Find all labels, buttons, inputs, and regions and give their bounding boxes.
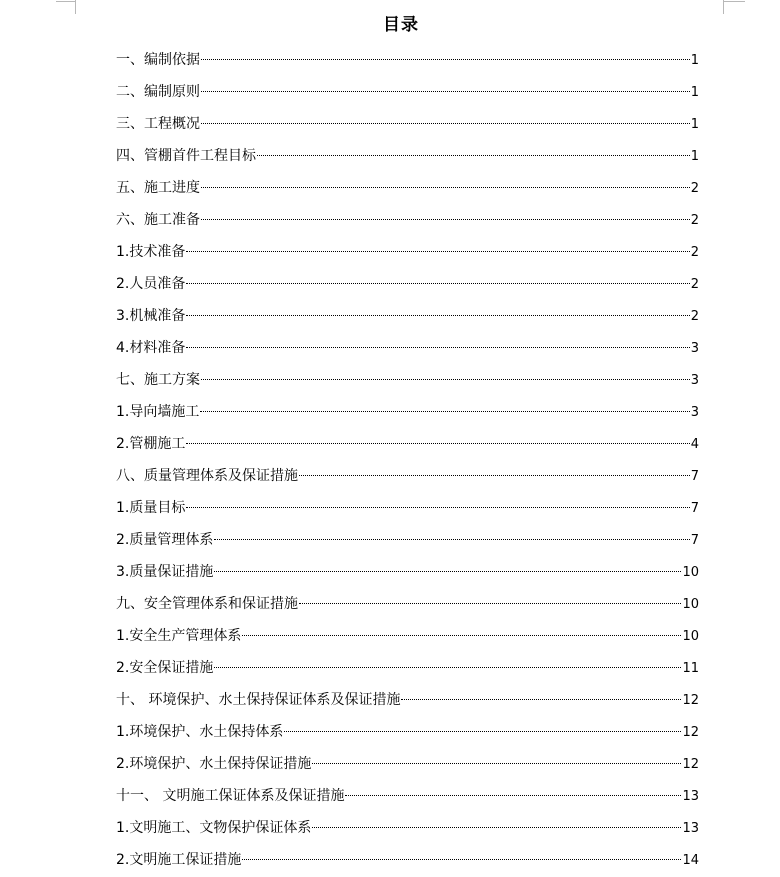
table-of-contents bbox=[116, 44, 699, 876]
toc-entry-label: 2.质量管理体系 bbox=[116, 532, 214, 548]
toc-entry-page-number: 11 bbox=[682, 661, 699, 676]
toc-entry-page-number: 3 bbox=[690, 373, 699, 388]
toc-entry-label: 3.质量保证措施 bbox=[116, 564, 214, 580]
toc-entry-page-number: 1 bbox=[690, 117, 699, 132]
toc-entry[interactable] bbox=[116, 108, 699, 140]
toc-entry-page-number: 10 bbox=[682, 565, 699, 580]
toc-entry-page-number: 4 bbox=[690, 437, 699, 452]
toc-dot-leader bbox=[284, 731, 681, 732]
toc-dot-leader bbox=[299, 475, 690, 476]
toc-entry-page-number: 14 bbox=[682, 853, 699, 868]
toc-entry-label: 1.环境保护、水土保持体系 bbox=[116, 724, 284, 740]
toc-entry-page-number: 7 bbox=[690, 533, 699, 548]
toc-dot-leader bbox=[201, 59, 690, 60]
toc-dot-leader bbox=[200, 411, 689, 412]
toc-entry-label: 十、 环境保护、水土保持保证体系及保证措施 bbox=[116, 692, 401, 708]
toc-entry-label: 2.环境保护、水土保持保证措施 bbox=[116, 756, 312, 772]
toc-entry-label: 2.安全保证措施 bbox=[116, 660, 214, 676]
toc-entry[interactable] bbox=[116, 524, 699, 556]
toc-entry[interactable] bbox=[116, 492, 699, 524]
toc-entry[interactable] bbox=[116, 780, 699, 812]
toc-entry-label: 1.技术准备 bbox=[116, 244, 186, 260]
toc-dot-leader bbox=[201, 219, 690, 220]
toc-title: 目录 bbox=[383, 15, 419, 35]
toc-entry[interactable] bbox=[116, 844, 699, 876]
toc-entry-page-number: 3 bbox=[690, 341, 699, 356]
toc-entry-page-number: 2 bbox=[690, 309, 699, 324]
crop-mark-top-left bbox=[56, 1, 76, 2]
toc-entry-page-number: 3 bbox=[690, 405, 699, 420]
toc-entry[interactable] bbox=[116, 620, 699, 652]
toc-dot-leader bbox=[345, 795, 681, 796]
toc-entry-label: 2.文明施工保证措施 bbox=[116, 852, 242, 868]
toc-entry-label: 一、编制依据 bbox=[116, 52, 200, 68]
toc-entry[interactable] bbox=[116, 364, 699, 396]
toc-entry-label: 2.管棚施工 bbox=[116, 436, 186, 452]
toc-entry[interactable] bbox=[116, 748, 699, 780]
toc-entry[interactable] bbox=[116, 204, 699, 236]
toc-dot-leader bbox=[214, 571, 681, 572]
toc-entry-page-number: 12 bbox=[682, 757, 699, 772]
toc-entry[interactable] bbox=[116, 460, 699, 492]
toc-dot-leader bbox=[201, 187, 690, 188]
toc-entry[interactable] bbox=[116, 76, 699, 108]
toc-entry-page-number: 7 bbox=[690, 469, 699, 484]
toc-entry-page-number: 1 bbox=[690, 53, 699, 68]
toc-dot-leader bbox=[257, 155, 690, 156]
toc-dot-leader bbox=[186, 507, 689, 508]
toc-entry-label: 二、编制原则 bbox=[116, 84, 200, 100]
toc-entry-page-number: 2 bbox=[690, 277, 699, 292]
toc-dot-leader bbox=[242, 635, 681, 636]
toc-entry-label: 四、管棚首件工程目标 bbox=[116, 148, 256, 164]
toc-entry-label: 九、安全管理体系和保证措施 bbox=[116, 596, 298, 612]
toc-entry-page-number: 7 bbox=[690, 501, 699, 516]
toc-entry-label: 1.导向墙施工 bbox=[116, 404, 200, 420]
toc-entry-page-number: 13 bbox=[682, 821, 699, 836]
toc-dot-leader bbox=[186, 283, 689, 284]
toc-entry[interactable] bbox=[116, 396, 699, 428]
crop-mark-top-right bbox=[723, 1, 745, 2]
toc-entry[interactable] bbox=[116, 588, 699, 620]
toc-entry[interactable] bbox=[116, 684, 699, 716]
toc-entry-page-number: 12 bbox=[682, 725, 699, 740]
toc-entry-label: 3.机械准备 bbox=[116, 308, 186, 324]
toc-entry[interactable] bbox=[116, 332, 699, 364]
toc-entry-page-number: 10 bbox=[682, 597, 699, 612]
toc-entry-page-number: 12 bbox=[682, 693, 699, 708]
toc-dot-leader bbox=[186, 347, 689, 348]
toc-entry-label: 1.文明施工、文物保护保证体系 bbox=[116, 820, 312, 836]
toc-entry-page-number: 2 bbox=[690, 213, 699, 228]
toc-entry[interactable] bbox=[116, 716, 699, 748]
toc-entry-page-number: 1 bbox=[690, 149, 699, 164]
toc-entry-page-number: 10 bbox=[682, 629, 699, 644]
toc-dot-leader bbox=[186, 443, 689, 444]
toc-entry[interactable] bbox=[116, 428, 699, 460]
toc-entry-label: 十一、 文明施工保证体系及保证措施 bbox=[116, 788, 345, 804]
toc-entry[interactable] bbox=[116, 268, 699, 300]
toc-dot-leader bbox=[312, 827, 681, 828]
toc-entry-page-number: 13 bbox=[682, 789, 699, 804]
toc-entry-page-number: 1 bbox=[690, 85, 699, 100]
toc-dot-leader bbox=[401, 699, 681, 700]
toc-entry-page-number: 2 bbox=[690, 181, 699, 196]
toc-entry-label: 六、施工准备 bbox=[116, 212, 200, 228]
toc-entry-label: 八、质量管理体系及保证措施 bbox=[116, 468, 298, 484]
toc-entry[interactable] bbox=[116, 300, 699, 332]
toc-dot-leader bbox=[201, 91, 690, 92]
toc-entry-label: 1.质量目标 bbox=[116, 500, 186, 516]
toc-dot-leader bbox=[186, 251, 689, 252]
toc-entry-label: 三、工程概况 bbox=[116, 116, 200, 132]
toc-entry-label: 七、施工方案 bbox=[116, 372, 200, 388]
toc-dot-leader bbox=[312, 763, 681, 764]
toc-entry-label: 2.人员准备 bbox=[116, 276, 186, 292]
toc-entry-page-number: 2 bbox=[690, 245, 699, 260]
toc-entry[interactable] bbox=[116, 812, 699, 844]
toc-entry[interactable] bbox=[116, 140, 699, 172]
toc-entry-label: 4.材料准备 bbox=[116, 340, 186, 356]
toc-entry[interactable] bbox=[116, 236, 699, 268]
toc-entry-label: 五、施工进度 bbox=[116, 180, 200, 196]
toc-entry[interactable] bbox=[116, 652, 699, 684]
toc-entry-label: 1.安全生产管理体系 bbox=[116, 628, 242, 644]
toc-dot-leader bbox=[201, 379, 690, 380]
toc-dot-leader bbox=[186, 315, 689, 316]
toc-entry[interactable] bbox=[116, 172, 699, 204]
toc-entry[interactable] bbox=[116, 44, 699, 76]
toc-dot-leader bbox=[299, 603, 681, 604]
toc-dot-leader bbox=[214, 539, 689, 540]
toc-dot-leader bbox=[214, 667, 681, 668]
toc-entry[interactable] bbox=[116, 556, 699, 588]
toc-dot-leader bbox=[201, 123, 690, 124]
toc-dot-leader bbox=[242, 859, 681, 860]
